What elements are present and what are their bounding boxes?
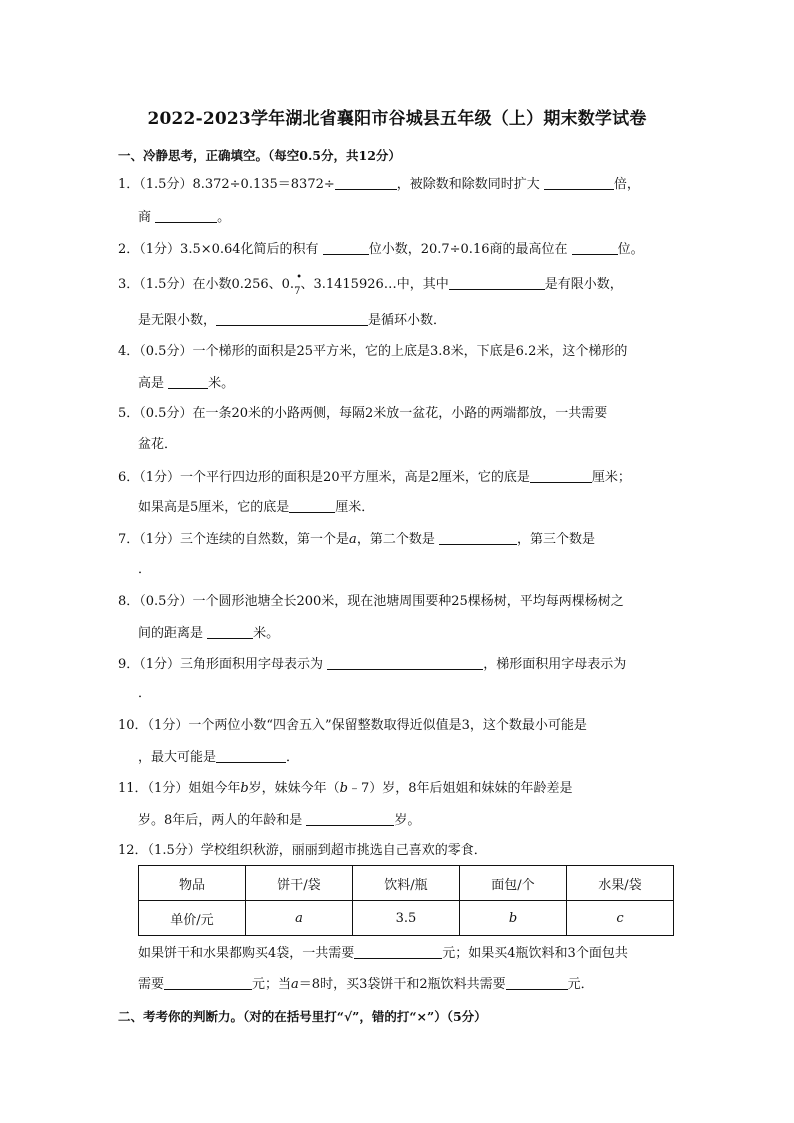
question-9-line-1: 9．（1分）三角形面积用字母表示为 ，梯形面积用字母表示为 xyxy=(118,657,627,672)
table-header-row xyxy=(139,866,674,901)
question-6-line-2: 如果高是5厘米，它的底是 厘米． xyxy=(138,500,375,515)
answer-blank[interactable] xyxy=(155,209,217,223)
table-cell: a xyxy=(246,901,353,936)
question-3-line-2: 是无限小数， 是循环小数． xyxy=(138,313,447,328)
answer-blank[interactable] xyxy=(530,469,592,483)
section-1-heading: 一、冷静思考，正确填空。（每空0.5分，共12分） xyxy=(118,148,401,163)
question-12-line-2: 如果饼干和水果都购买4袋，一共需要 元；如果买4瓶饮料和3个面包共 xyxy=(138,946,628,961)
question-8-line-2: 间的距离是 米。 xyxy=(138,626,280,641)
answer-blank[interactable] xyxy=(168,375,208,389)
answer-blank[interactable] xyxy=(572,241,618,255)
answer-blank[interactable] xyxy=(327,656,483,670)
question-10-line-2: ，最大可能是 ． xyxy=(138,750,300,765)
answer-blank[interactable] xyxy=(335,176,397,190)
answer-blank[interactable] xyxy=(506,976,568,990)
question-3-line-1: 3．（1.5分）在小数0.256、0. • 7、3.1415926…中，其中 是有限小数， xyxy=(118,272,623,297)
section-2-heading: 二、考考你的判断力。（对的在括号里打“√”，错的打“×”）（5分） xyxy=(118,1009,487,1024)
question-10-line-1: 10．（1分）一个两位小数“四舍五入”保留整数取得近似值是3，这个数最小可能是 xyxy=(118,718,587,733)
recurring-dot-icon: • xyxy=(296,272,302,283)
answer-blank[interactable] xyxy=(306,812,394,826)
table-header-cell: 面包/个 xyxy=(460,866,567,901)
recurring-digit: • 7 xyxy=(294,272,302,297)
table-cell: 单价/元 xyxy=(139,901,246,936)
question-11-line-2: 岁。8年后，两人的年龄和是 岁。 xyxy=(138,813,421,828)
answer-blank[interactable] xyxy=(544,176,614,190)
question-7-line-2: ． xyxy=(138,562,152,577)
table-cell: b xyxy=(460,901,567,936)
table-header-cell: 水果/袋 xyxy=(567,866,674,901)
page-title: 2022-2023学年湖北省襄阳市谷城县五年级（上）期末数学试卷 xyxy=(147,109,647,129)
answer-blank[interactable] xyxy=(323,241,369,255)
question-9-line-2: ． xyxy=(138,686,152,701)
answer-blank[interactable] xyxy=(449,276,545,290)
answer-blank[interactable] xyxy=(207,625,253,639)
price-table xyxy=(138,865,674,936)
answer-blank[interactable] xyxy=(289,499,335,513)
question-2: 2．（1分）3.5×0.64化简后的积有 位小数，20.7÷0.16商的最高位在 位。 xyxy=(118,242,644,257)
question-4-line-2: 高是 米。 xyxy=(138,376,235,391)
question-4-line-1: 4．（0.5分）一个梯形的面积是25平方米，它的上底是3.8米，下底是6.2米，这个梯形的 xyxy=(118,344,628,359)
question-12-line-3: 需要 元；当a＝8时，买3袋饼干和2瓶饮料共需要 元． xyxy=(138,977,594,992)
table-header-cell: 物品 xyxy=(139,866,246,901)
question-1-line-1: 1．（1.5分）8.372÷0.135＝8372÷ ，被除数和除数同时扩大 倍， xyxy=(118,177,640,192)
question-8-line-1: 8．（0.5分）一个圆形池塘全长200米，现在池塘周围要种25棵杨树，平均每两棵杨树之 xyxy=(118,594,624,609)
question-6-line-1: 6．（1分）一个平行四边形的面积是20平方厘米，高是2厘米，它的底是 厘米； xyxy=(118,470,631,485)
answer-blank[interactable] xyxy=(354,945,442,959)
table-row xyxy=(139,901,674,936)
question-12-line-1: 12．（1.5分）学校组织秋游，丽丽到超市挑选自己喜欢的零食． xyxy=(118,843,487,858)
table-header-cell: 饼干/袋 xyxy=(246,866,353,901)
question-1-line-2: 商 。 xyxy=(138,210,231,225)
question-11-line-1: 11．（1分）姐姐今年b岁，妹妹今年（b﹣7）岁，8年后姐姐和妹妹的年龄差是 xyxy=(118,781,573,796)
question-7-line-1: 7．（1分）三个连续的自然数，第一个是a，第二个数是 ，第三个数是 xyxy=(118,532,595,547)
question-5-line-2: 盆花． xyxy=(138,437,178,452)
answer-blank[interactable] xyxy=(439,531,517,545)
question-5-line-1: 5．（0.5分）在一条20米的小路两侧，每隔2米放一盆花，小路的两端都放，一共需要 xyxy=(118,406,608,421)
answer-blank[interactable] xyxy=(216,749,286,763)
table-cell: c xyxy=(567,901,674,936)
table-header-cell: 饮料/瓶 xyxy=(353,866,460,901)
answer-blank[interactable] xyxy=(216,312,368,326)
answer-blank[interactable] xyxy=(164,976,252,990)
table-cell: 3.5 xyxy=(353,901,460,936)
